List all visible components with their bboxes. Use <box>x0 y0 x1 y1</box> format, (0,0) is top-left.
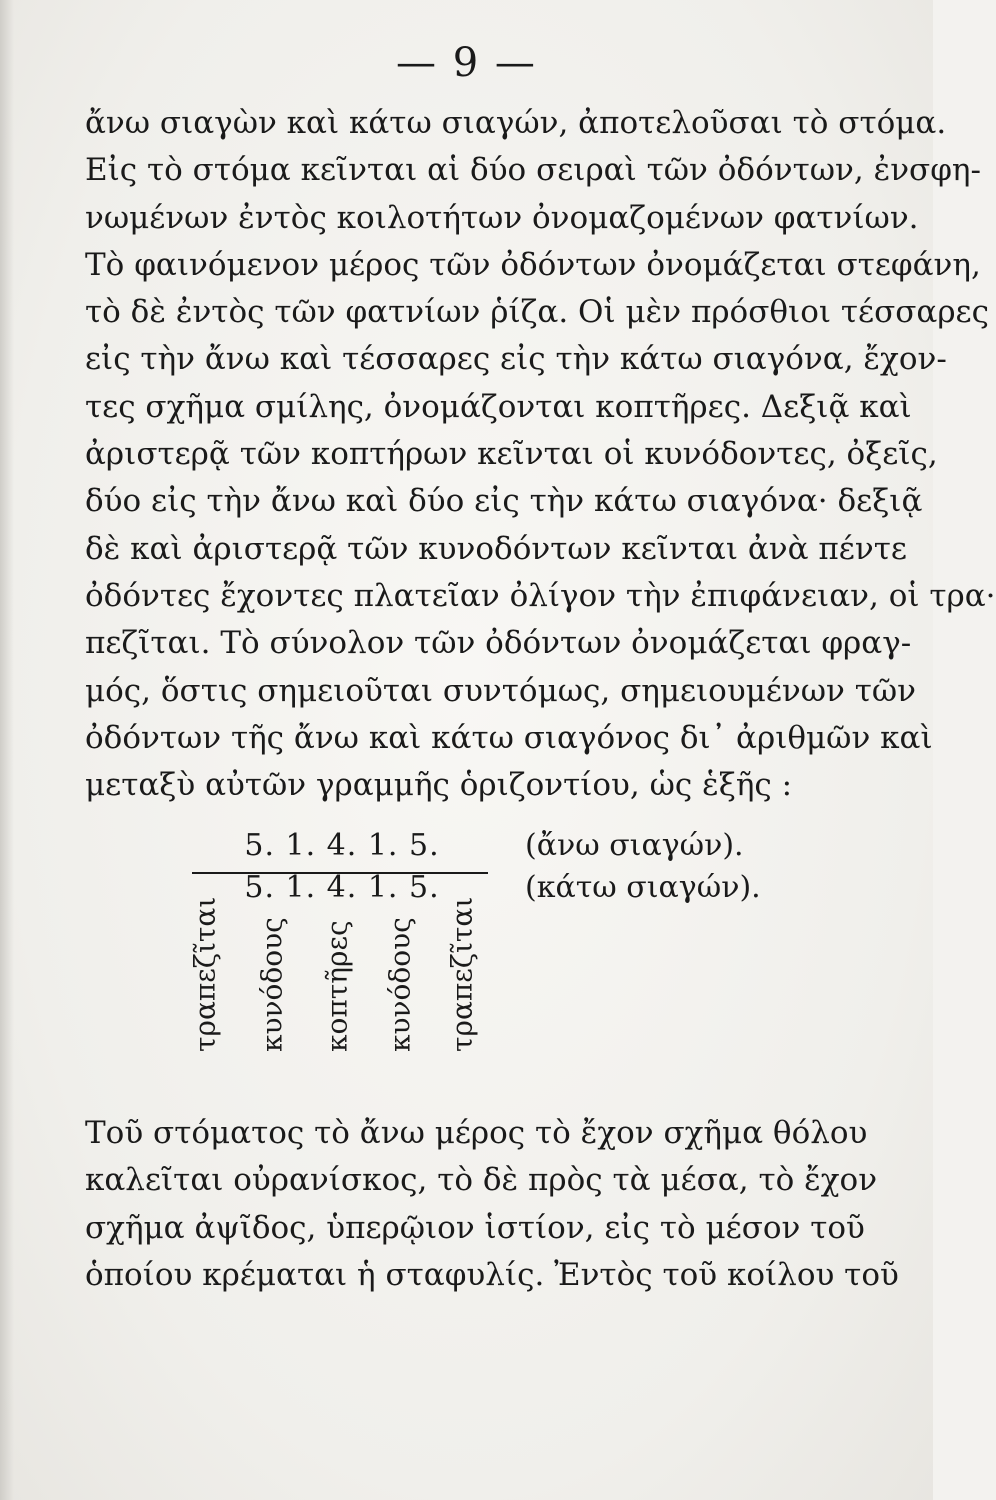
text-line: σχῆμα ἀψῖδος, ὑπερῷιον ἱστίον, εἰς τὸ μέσον τοῦ <box>85 1209 865 1246</box>
text-line: ἀριστερᾷ τῶν κοπτήρων κεῖνται οἱ κυνόδοντες, ὀξεῖς, <box>85 436 938 473</box>
dental-formula <box>192 818 872 918</box>
lower-jaw-numbers: 5. 1. 4. 1. 5. <box>244 870 440 905</box>
lower-jaw-note: (κάτω σιαγών). <box>525 870 761 905</box>
text-line: ὀδόντες ἔχοντες πλατεῖαν ὀλίγον τὴν ἐπιφάνειαν, οἱ τρα· <box>85 577 996 614</box>
text-line: Εἰς τὸ στόμα κεῖνται αἱ δύο σειραὶ τῶν ὀδόντων, ἐνσφη- <box>85 152 981 189</box>
text-line: μός, ὅστις σημειοῦται συντόμως, σημειουμένων τῶν <box>85 672 916 709</box>
text-line: ὁποίου κρέμαται ἡ σταφυλίς. Ἐντὸς τοῦ κοίλου τοῦ <box>85 1256 899 1293</box>
vertical-label-trapezitai: τραπεζῖται <box>188 896 222 1052</box>
text-line: εἰς τὴν ἄνω καὶ τέσσαρες εἰς τὴν κάτω σιαγόνα, ἔχον- <box>85 341 947 378</box>
upper-jaw-note: (ἄνω σιαγών). <box>525 828 744 863</box>
text-line: καλεῖται οὐρανίσκος, τὸ δὲ πρὸς τὰ μέσα, τὸ ἔχον <box>85 1162 878 1199</box>
text-line: μεταξὺ αὐτῶν γραμμῆς ὁριζοντίου, ὡς ἑξῆς : <box>85 767 793 804</box>
text-line: δύο εἰς τὴν ἄνω καὶ δύο εἰς τὴν κάτω σιαγόνα· δεξιᾷ <box>85 483 923 520</box>
upper-jaw-numbers: 5. 1. 4. 1. 5. <box>244 828 440 863</box>
text-line: ὀδόντων τῆς ἄνω καὶ κάτω σιαγόνος δι᾽ ἀριθμῶν καὶ <box>85 719 933 756</box>
text-line: πεζῖται. Τὸ σύνολον τῶν ὀδόντων ὀνομάζεται φραγ- <box>85 625 912 662</box>
vertical-label-trapezitai: τραπεζῖται <box>445 896 479 1052</box>
vertical-label-kopteres: κοπτῆρες <box>320 920 354 1052</box>
page-number: — 9 — <box>396 40 537 86</box>
text-line: τὸ δὲ ἐντὸς τῶν φατνίων ῥίζα. Οἱ μὲν πρόσθιοι τέσσαρες <box>85 294 989 331</box>
text-line: τες σχῆμα σμίλης, ὀνομάζονται κοπτῆρες. Δεξιᾷ καὶ <box>85 388 912 425</box>
paragraph-palate-description <box>85 1110 899 1299</box>
binding-edge <box>0 0 14 1500</box>
text-line: ἄνω σιαγὼν καὶ κάτω σιαγών, ἀποτελοῦσαι τὸ στόμα. <box>85 105 947 141</box>
vertical-label-kynodous: κυνόδους <box>255 917 289 1052</box>
paragraph-teeth-description <box>85 100 996 809</box>
text-line: δὲ καὶ ἀριστερᾷ τῶν κυνοδόντων κεῖνται ἀνὰ πέντε <box>85 530 907 567</box>
text-line: νωμένων ἐντὸς κοιλοτήτων ὀνομαζομένων φατνίων. <box>85 199 919 236</box>
vertical-label-kynodous: κυνόδους <box>383 917 417 1052</box>
text-line: Τοῦ στόματος τὸ ἄνω μέρος τὸ ἔχον σχῆμα θόλου <box>85 1115 868 1151</box>
text-line: Τὸ φαινόμενον μέρος τῶν ὀδόντων ὀνομάζεται στεφάνη, <box>85 246 981 283</box>
